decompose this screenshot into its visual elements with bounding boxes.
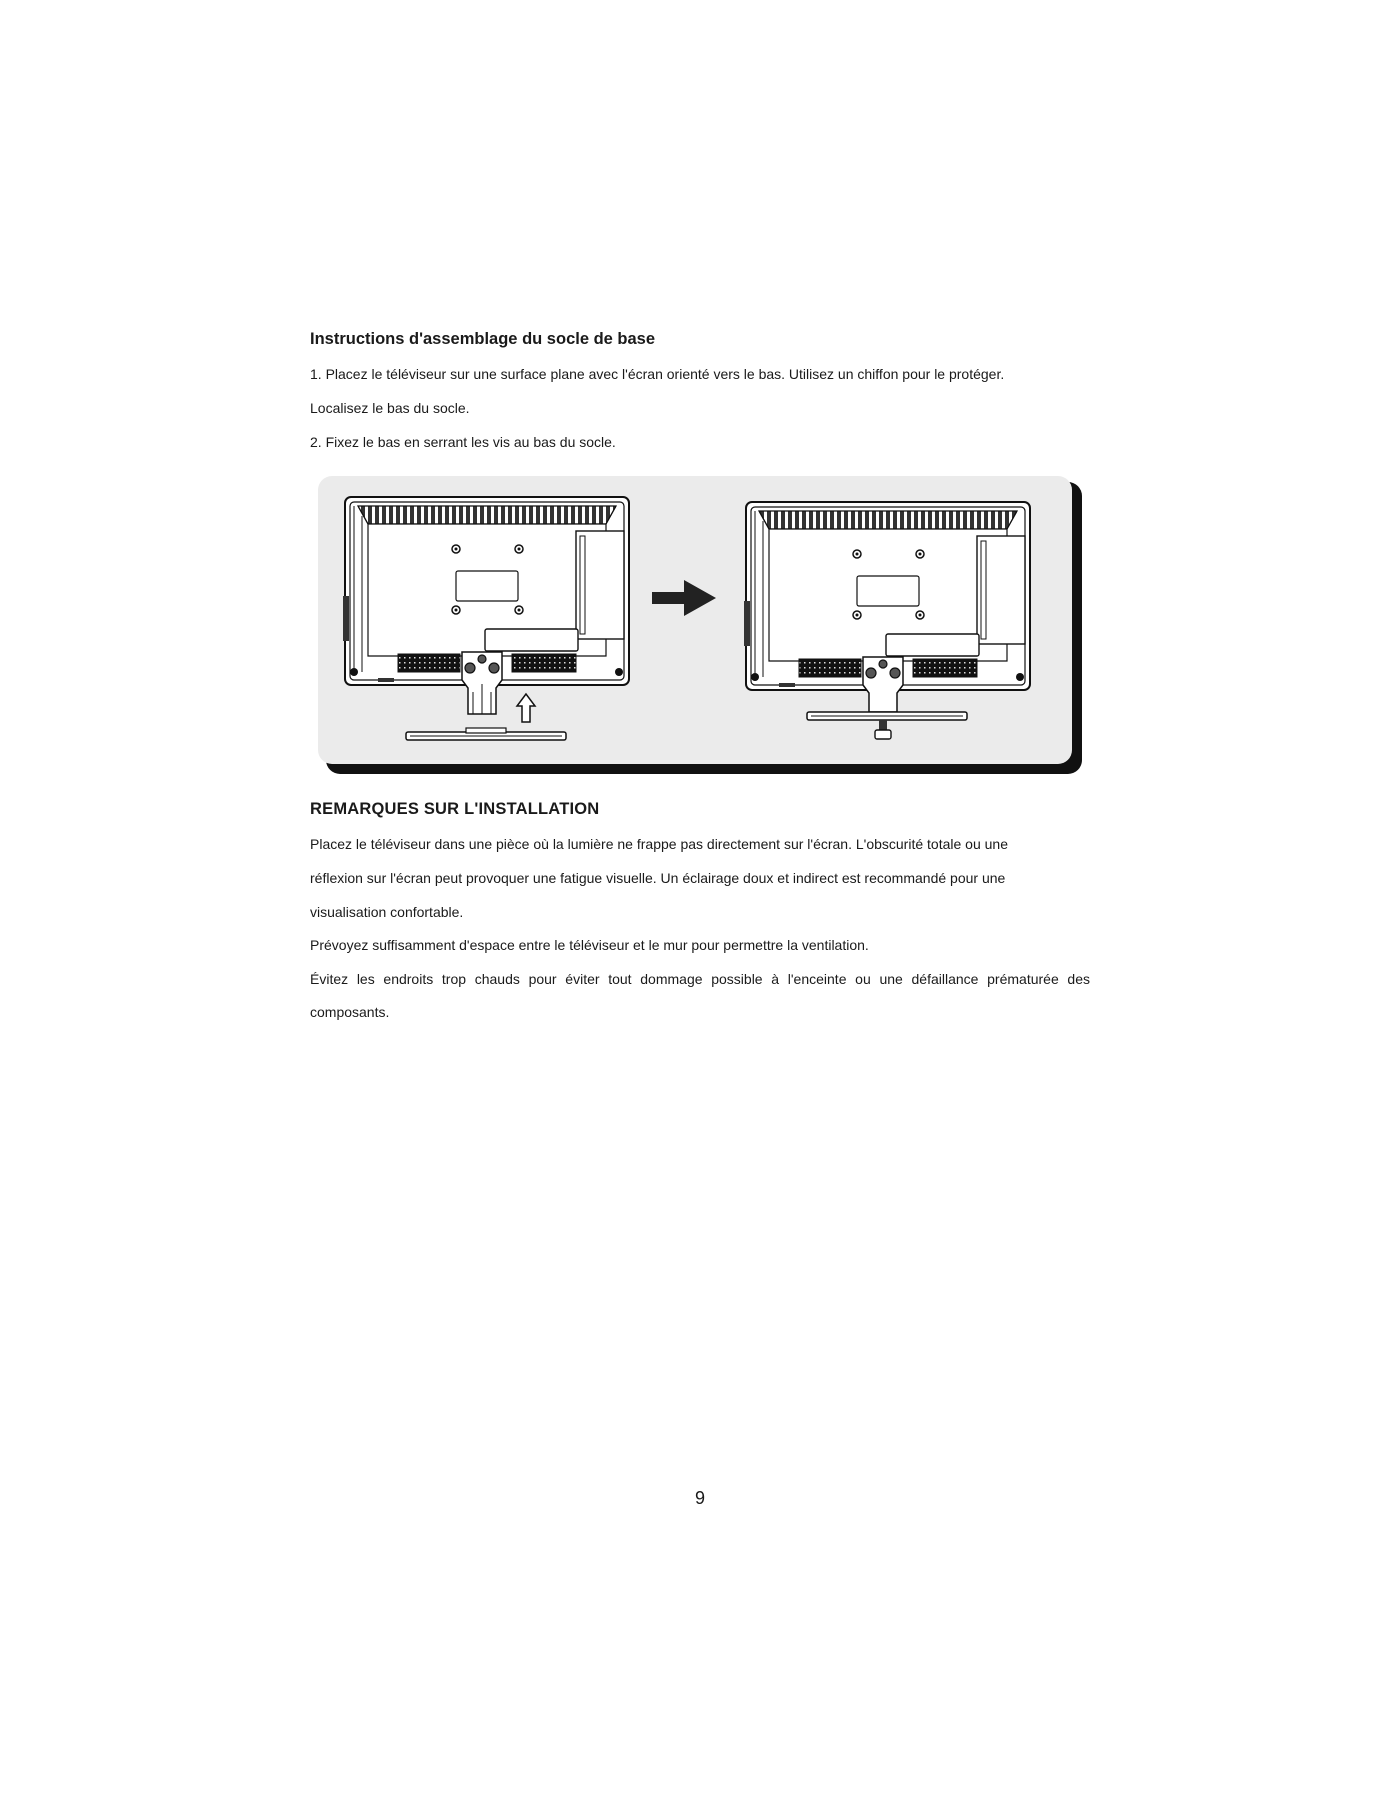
instruction-line: 2. Fixez le bas en serrant les vis au bas du socle. [310,434,616,450]
installation-line: Placez le téléviseur dans une pièce où la lumière ne frappe pas directement sur l'écran. L'obscurité totale ou une [310,836,1008,852]
installation-line: visualisation confortable. [310,904,464,920]
installation-line: réflexion sur l'écran peut provoquer une fatigue visuelle. Un éclairage doux et indirect est recommandé pour une [310,870,1006,886]
instruction-line: 1. Placez le téléviseur sur une surface plane avec l'écran orienté vers le bas. Utilisez un chiffon pour le protéger. [310,366,1005,382]
section-title-assembly: Instructions d'assemblage du socle de base [310,330,656,348]
page-number: 9 [694,1488,705,1508]
installation-line: Évitez les endroits trop chauds pour éviter tout dommage possible à l'enceinte ou une défaillance prématurée des [310,971,1090,987]
installation-line: composants. [310,1004,390,1020]
assembly-illustration [318,476,1082,774]
installation-line: Prévoyez suffisamment d'espace entre le téléviseur et le mur pour permettre la ventilation. [310,937,869,953]
section-title-installation: REMARQUES SUR L'INSTALLATION [310,800,600,818]
instruction-line: Localisez le bas du socle. [310,400,470,416]
